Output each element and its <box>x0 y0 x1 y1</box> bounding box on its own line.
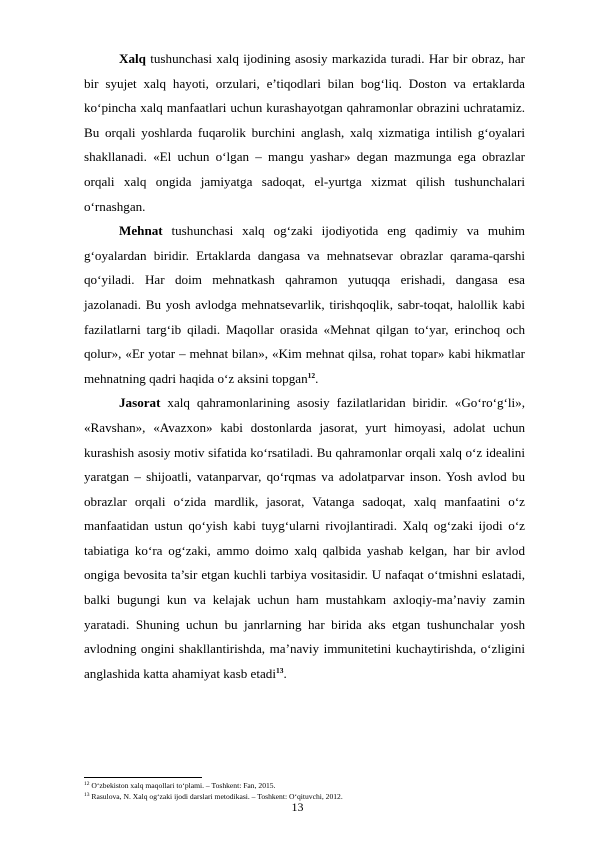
footnote-ref-13[interactable]: 13 <box>275 665 284 675</box>
footnote-12 <box>84 780 524 791</box>
footnote-number: 13 <box>84 792 90 798</box>
term-mehnat: Mehnat <box>119 223 163 239</box>
paragraph-text: xalq qahramonlarining asosiy fazilatlaridan biridir. «Go‘ro‘g‘li», «Ravshan», «Avazxon» kabi dostonlarda jasorat, yurt himoyasi, adolat uchun kurashish asosiy motiv sifatida ko‘rsatiladi. Bu qahramonlar orqali xalq o‘z idealini yaratgan – shijoatli, vatanparvar, qo‘rqmas va adolatparvar inson. Yosh avlod bu obrazlar orqali o‘zida mardlik, jasorat, Vatanga sadoqat, xalq manfaatini o‘z manfaatidan ustun qo‘yish kabi tuyg‘ularni rivojlantiradi. Xalq og‘zaki ijodi o‘z tabiatiga ko‘ra og‘zaki, ammo doimo xalq qalbida yashab kelgan, har bir avlod ongiga bevosita ta’sir etgan kuchli tarbiya vositasidir. U nafaqat o‘tmishni eslatadi, balki bugungi kun va kelajak uchun ham mustahkam axloqiy-ma’naviy zamin yaratadi. Shuning uchun bu janrlarning har birida aks etgan tushunchalar yosh avlodning ongini shakllantirishda, ma’naviy immunitetini kuchaytirishda, o‘zligini anglashida katta ahamiyat kasb etadi <box>84 395 525 681</box>
page-number: 13 <box>291 800 304 814</box>
paragraph-jasorat <box>84 391 525 686</box>
footnote-separator <box>84 777 202 778</box>
paragraph-end: . <box>283 665 287 681</box>
paragraph-xalq <box>84 47 525 219</box>
term-jasorat: Jasorat <box>119 395 161 411</box>
body-text <box>84 47 525 686</box>
term-xalq: Xalq <box>119 51 146 66</box>
paragraph-mehnat <box>84 219 525 391</box>
footnote-text: Rasulova, N. Xalq og‘zaki ijodi darslari metodikasi. – Toshkent: O‘qituvchi, 2012. <box>89 792 343 801</box>
footnote-ref-12[interactable]: 12 <box>307 370 316 380</box>
paragraph-end: . <box>315 370 319 386</box>
footnote-text: O‘zbekiston xalq maqollari to‘plami. – Toshkent: Fan, 2015. <box>89 781 276 790</box>
paragraph-text: tushunchasi xalq og‘zaki ijodiyotida eng qadimiy va muhim g‘oyalardan biridir. Ertaklarda dangasa va mehnatsevar obrazlar qarama-qarshi qo‘yiladi. Har doim mehnatkash qahramon yutuqqa erishadi, dangasa esa jazolanadi. Bu yosh avlodga mehnatsevarlik, tirishqoqlik, sabr-toqat, halollik kabi fazilatlarni targ‘ib qiladi. Maqollar orasida «Mehnat qilgan to‘yar, erinchoq och qolur», «Er yotar – mehnat bilan», «Kim mehnat qilsa, rohat topar» kabi hikmatlar mehnatning qadri haqida o‘z aksini topgan <box>84 223 525 386</box>
footnotes <box>84 780 524 802</box>
footnote-number: 12 <box>84 781 90 787</box>
paragraph-text: tushunchasi xalq ijodining asosiy markazida turadi. Har bir obraz, har bir syujet xalq hayoti, orzulari, e’tiqodlari bilan bog‘liq. Doston va ertaklarda ko‘pincha xalq manfaatlari uchun kurashayotgan qahramonlar obrazini uchratamiz. Bu orqali yoshlarda fuqarolik burchini anglash, xalq xizmatiga intilish g‘oyalari shakllanadi. «El uchun o‘lgan – mangu yashar» degan mazmunga ega obrazlar orqali xalq ongida jamiyatga sadoqat, el-yurtga xizmat qilish tushunchalari o‘rnashgan. <box>84 51 525 214</box>
